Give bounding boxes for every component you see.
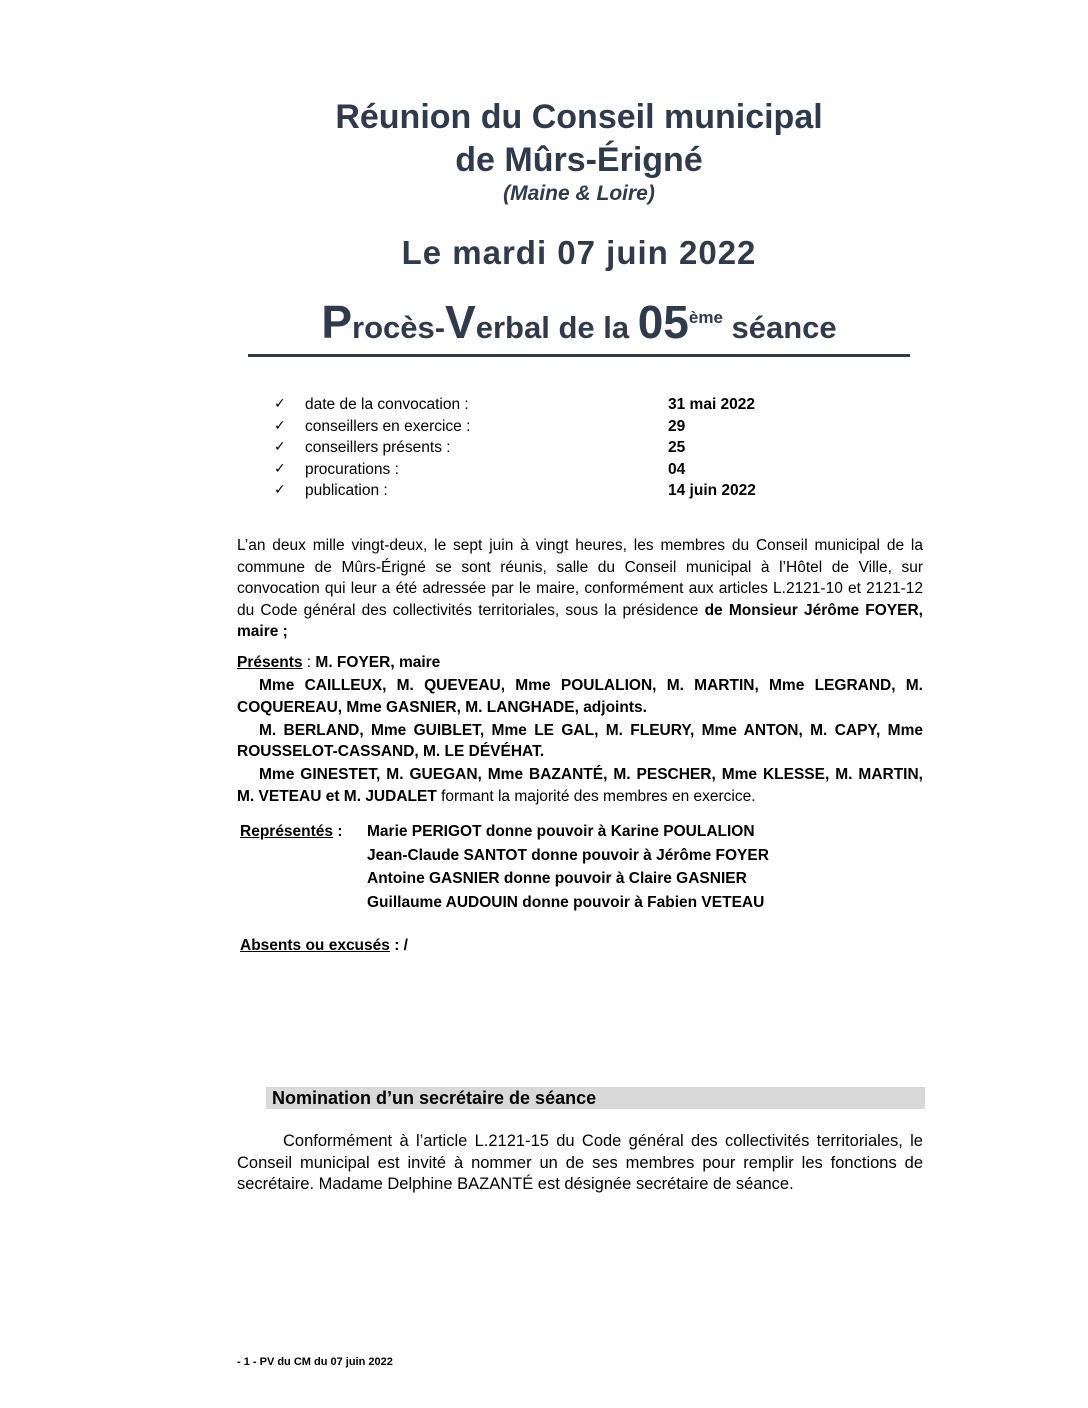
section-paragraph — [237, 1131, 923, 1196]
checkmark-icon: ✓ — [274, 439, 286, 455]
representes-sep: : — [333, 823, 343, 840]
info-row — [274, 461, 874, 483]
pv-superscript: ème — [688, 308, 723, 327]
section-heading: Nomination d’un secrétaire de séance — [266, 1087, 925, 1109]
presents-group-3-tail: formant la majorité des membres en exercice. — [436, 787, 756, 805]
pv-number: 05 — [637, 296, 689, 348]
presents-mayor: M. FOYER, maire — [315, 654, 441, 671]
meeting-date: Le mardi 07 juin 2022 — [401, 234, 757, 271]
intro-paragraph — [237, 535, 923, 643]
intro-president: de Monsieur Jérôme FOYER, maire ; — [237, 601, 923, 640]
info-value: 31 mai 2022 — [668, 396, 756, 413]
representes-label-line — [240, 820, 343, 844]
page-footer: - 1 - PV du CM du 07 juin 2022 — [237, 1356, 393, 1368]
pv-seance: séance — [722, 310, 837, 345]
title-line-2: de Mûrs-Érigné — [455, 141, 703, 179]
presents-label: Présents — [237, 654, 303, 671]
subtitle: (Maine & Loire) — [503, 182, 655, 205]
list-item: Guillaume AUDOUIN donne pouvoir à Fabien VETEAU — [367, 893, 765, 911]
info-label: publication : — [305, 482, 388, 499]
representes-label: Représentés — [240, 823, 334, 840]
pv-title — [0, 296, 1088, 354]
checkmark-icon: ✓ — [274, 417, 286, 434]
presents-block — [237, 652, 923, 807]
presents-adjoints: Mme CAILLEUX, M. QUEVEAU, Mme POULALION, M. MARTIN, Mme LEGRAND, M. COQUEREAU, Mme GASNIER, M. LANGHADE, adjoints. — [237, 677, 923, 716]
info-row — [274, 482, 874, 504]
list-item: Antoine GASNIER donne pouvoir à Claire GASNIER — [367, 870, 747, 887]
absents-label: Absents ou excusés — [240, 937, 390, 954]
info-value: 14 juin 2022 — [668, 482, 756, 499]
presents-line — [237, 652, 923, 674]
info-row — [274, 418, 874, 440]
info-row — [274, 396, 874, 418]
pv-erbal: erbal de la — [475, 310, 638, 345]
section-text: Conformément à l’article L.2121-15 du Code général des collectivités territoriales, le Conseil municipal est invité à nommer un de ses membres pour remplir les fonctions de secrétaire. Madame Delphine BAZANTÉ est désignée secrétaire de séance. — [237, 1132, 923, 1193]
meeting-info-list — [274, 396, 874, 504]
presents-group-2: M. BERLAND, Mme GUIBLET, Mme LE GAL, M. FLEURY, Mme ANTON, M. CAPY, Mme ROUSSELOT-CASSAND, M. LE DÉVÉHAT. — [237, 721, 923, 760]
info-value: 25 — [668, 439, 686, 456]
checkmark-icon: ✓ — [274, 396, 286, 412]
checkmark-icon: ✓ — [274, 482, 286, 498]
title-line-1: Réunion du Conseil municipal — [335, 98, 823, 136]
pv-initial-p: P — [321, 296, 352, 348]
list-item: Marie PERIGOT donne pouvoir à Karine POULALION — [367, 823, 755, 840]
pv-roces: rocès- — [352, 310, 446, 345]
checkmark-icon: ✓ — [274, 460, 286, 477]
presents-group-3 — [237, 764, 923, 807]
info-label: conseillers en exercice : — [305, 417, 471, 435]
info-value: 29 — [668, 417, 686, 435]
info-label: conseillers présents : — [305, 439, 451, 456]
info-value: 04 — [668, 460, 686, 478]
pv-initial-v: V — [445, 296, 476, 348]
absents-value: : / — [389, 937, 408, 954]
presents-sep: : — [302, 654, 316, 671]
intro-text: L’an deux mille vingt-deux, le sept juin à vingt heures, les membres du Conseil municipal de la commune de Mûrs-Érigné se sont réunis, salle du Conseil municipal à l’Hôtel de Ville, sur convocation qui leur a été adressée par le maire, conformément aux articles L.2121-10 et 2121-12 du Code général des collectivités territoriales, sous la présidence — [237, 537, 923, 619]
title-divider — [248, 354, 910, 357]
presents-group-3-names: Mme GINESTET, M. GUEGAN, Mme BAZANTÉ, M. PESCHER, Mme KLESSE, M. MARTIN, M. VETEAU et M. JUDALET — [237, 766, 923, 805]
list-item: Jean-Claude SANTOT donne pouvoir à Jérôme FOYER — [367, 846, 769, 864]
info-row — [274, 439, 874, 461]
info-label: procurations : — [305, 460, 399, 478]
info-label: date de la convocation : — [305, 396, 469, 413]
absents-line — [240, 937, 408, 955]
representes-list — [367, 820, 887, 914]
